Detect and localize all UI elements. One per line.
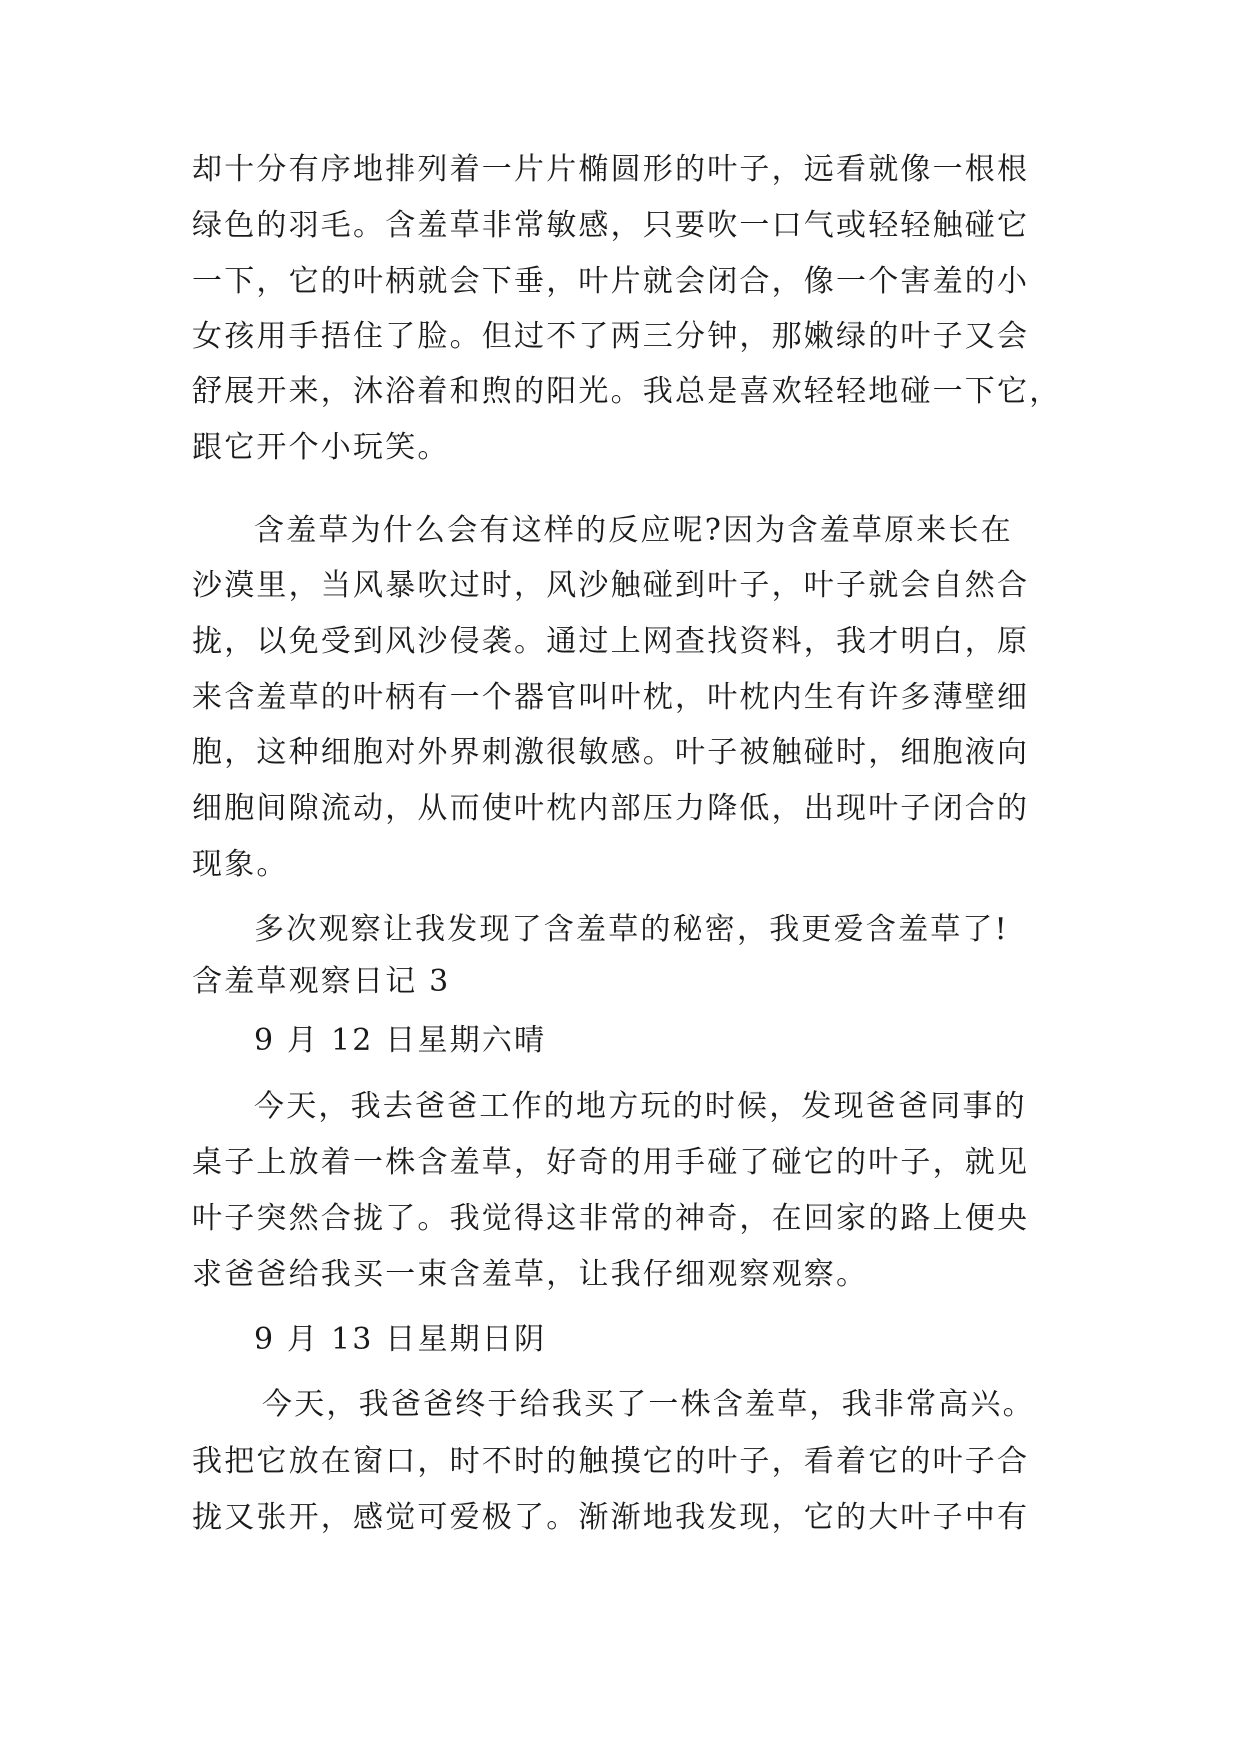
body-text-line: 桌子上放着一株含羞草，好奇的用手碰了碰它的叶子，就见 xyxy=(192,1145,1030,1180)
diary-date-line: 9 月 13 日星期日阴 xyxy=(254,1322,547,1357)
body-text-line: 现象。 xyxy=(192,847,289,882)
body-text-line: 来含羞草的叶柄有一个器官叫叶枕，叶枕内生有许多薄壁细 xyxy=(192,680,1030,715)
paragraph-start-line: 今天，我爸爸终于给我买了一株含羞草，我非常高兴。 xyxy=(262,1387,1035,1422)
body-text-line: 拢，以免受到风沙侵袭。通过上网查找资料，我才明白，原 xyxy=(192,624,1030,659)
body-text-line: 求爸爸给我买一束含羞草，让我仔细观察观察。 xyxy=(192,1257,869,1292)
body-text-line: 女孩用手捂住了脸。但过不了两三分钟，那嫩绿的叶子又会 xyxy=(192,319,1030,354)
body-text-line: 叶子突然合拢了。我觉得这非常的神奇，在回家的路上便央 xyxy=(192,1201,1030,1236)
section-heading: 含羞草观察日记 3 xyxy=(192,964,451,999)
body-text-line: 我把它放在窗口，时不时的触摸它的叶子，看着它的叶子合 xyxy=(192,1444,1030,1479)
diary-date-line: 9 月 12 日星期六晴 xyxy=(254,1023,547,1058)
body-text-line: 一下，它的叶柄就会下垂，叶片就会闭合，像一个害羞的小 xyxy=(192,264,1030,299)
body-text-line: 细胞间隙流动，从而使叶枕内部压力降低，出现叶子闭合的 xyxy=(192,791,1030,826)
body-text-line: 绿色的羽毛。含羞草非常敏感，只要吹一口气或轻轻触碰它 xyxy=(192,208,1030,243)
body-text-line: 沙漠里，当风暴吹过时，风沙触碰到叶子，叶子就会自然合 xyxy=(192,568,1030,603)
paragraph-start-line: 今天，我去爸爸工作的地方玩的时候，发现爸爸同事的 xyxy=(254,1089,1027,1124)
paragraph-start-line: 含羞草为什么会有这样的反应呢?因为含羞草原来长在 xyxy=(254,513,1013,548)
body-text-line: 舒展开来，沐浴着和煦的阳光。我总是喜欢轻轻地碰一下它， xyxy=(192,374,1062,409)
body-text-line: 跟它开个小玩笑。 xyxy=(192,430,450,465)
paragraph-start-line: 多次观察让我发现了含羞草的秘密，我更爱含羞草了! xyxy=(254,912,1009,947)
body-text-line: 却十分有序地排列着一片片椭圆形的叶子，远看就像一根根 xyxy=(192,152,1030,187)
body-text-line: 拢又张开，感觉可爱极了。渐渐地我发现，它的大叶子中有 xyxy=(192,1500,1030,1535)
body-text-line: 胞，这种细胞对外界刺激很敏感。叶子被触碰时，细胞液向 xyxy=(192,735,1030,770)
